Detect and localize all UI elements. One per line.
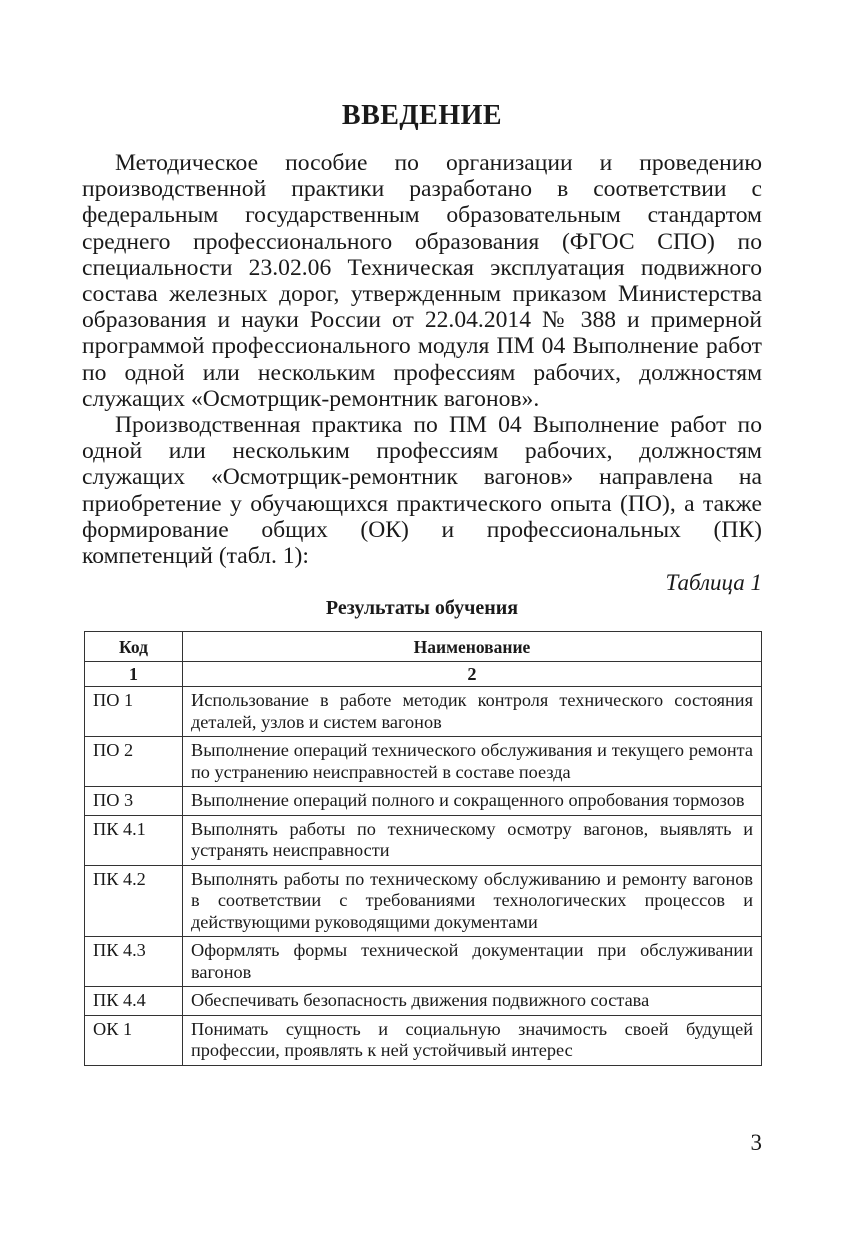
row-name: Обеспечивать безопасность движения подвижного состава <box>183 987 762 1016</box>
row-name: Выполнение операций полного и сокращенного опробования тормозов <box>183 787 762 816</box>
column-number-row <box>85 661 762 687</box>
row-code: ПК 4.4 <box>85 987 183 1016</box>
row-code: ПО 2 <box>85 737 183 787</box>
row-name: Выполнение операций технического обслуживания и текущего ремонта по устранению неисправностей в составе поезда <box>183 737 762 787</box>
row-name: Выполнять работы по техническому обслуживанию и ремонту вагонов в соответствии с требованиями технологических процессов и действующими руководящими документами <box>183 865 762 937</box>
column-number-2: 2 <box>183 661 762 687</box>
header-name: Наименование <box>183 632 762 662</box>
table-row <box>85 1015 762 1065</box>
header-code: Код <box>85 632 183 662</box>
intro-paragraph-1: Методическое пособие по организации и проведению производственной практики разработано в соответствии с федеральным государственным образовательным стандартом среднего профессионального образования (ФГОС СПО) по специальности 23.02.06 Техническая эксплуатация подвижного состава железных дорог, утвержденным приказом Министерства образования и науки России от 22.04.2014 № 388 и примерной программой профессионального модуля ПМ 04 Выполнение работ по одной или нескольким профессиям рабочих, должностям служащих «Осмотрщик-ремонтник вагонов». <box>82 150 762 412</box>
intro-paragraph-2: Производственная практика по ПМ 04 Выполнение работ по одной или нескольким профессиям рабочих, должностям служащих «Осмотрщик-ремонтник вагонов» направлена на приобретение у обучающихся практического опыта (ПО), а также формирование общих (ОК) и профессиональных (ПК) компетенций (табл. 1): <box>82 412 762 570</box>
table-row <box>85 815 762 865</box>
row-code: ПК 4.2 <box>85 865 183 937</box>
row-code: ПК 4.1 <box>85 815 183 865</box>
row-code: ПК 4.3 <box>85 937 183 987</box>
results-table <box>84 631 762 1066</box>
table-header-row <box>85 632 762 662</box>
table-row <box>85 937 762 987</box>
row-code: ПО 1 <box>85 687 183 737</box>
table-row <box>85 865 762 937</box>
column-number-1: 1 <box>85 661 183 687</box>
row-name: Выполнять работы по техническому осмотру вагонов, выявлять и устранять неисправности <box>183 815 762 865</box>
row-name: Использование в работе методик контроля технического состояния деталей, узлов и систем вагонов <box>183 687 762 737</box>
table-row <box>85 987 762 1016</box>
row-name: Понимать сущность и социальную значимость своей будущей профессии, проявлять к ней устойчивый интерес <box>183 1015 762 1065</box>
table-title: Результаты обучения <box>325 597 519 619</box>
row-code: ПО 3 <box>85 787 183 816</box>
table-row <box>85 687 762 737</box>
table-row <box>85 787 762 816</box>
row-code: ОК 1 <box>85 1015 183 1065</box>
page-number: 3 <box>750 1130 762 1155</box>
page-title: ВВЕДЕНИЕ <box>341 100 503 131</box>
table-label: Таблица 1 <box>665 570 762 595</box>
table-row <box>85 737 762 787</box>
row-name: Оформлять формы технической документации при обслуживании вагонов <box>183 937 762 987</box>
